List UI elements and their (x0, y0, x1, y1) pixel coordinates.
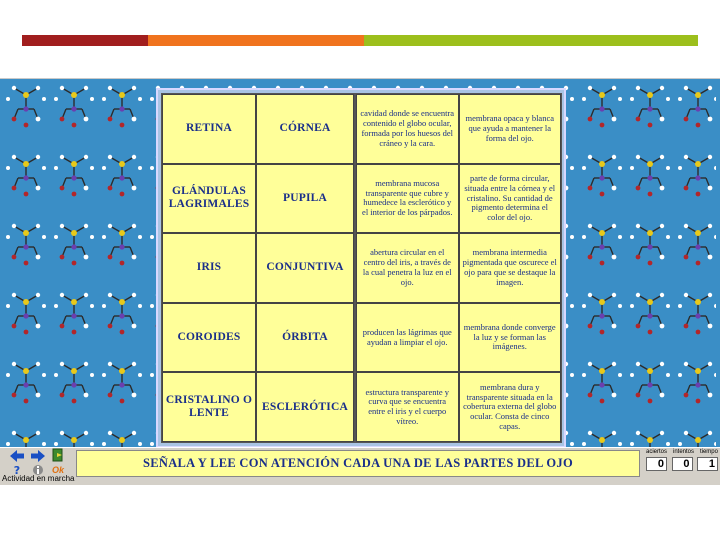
counter-value-intentos: 0 (672, 457, 693, 471)
help-icon[interactable]: ? (13, 463, 21, 477)
terms-grid (161, 93, 355, 443)
right-arrow-icon[interactable] (31, 449, 45, 463)
status-text: Actividad en marcha (2, 474, 75, 483)
score-counters (646, 449, 718, 471)
exit-door-icon[interactable] (51, 448, 65, 462)
term-cell[interactable]: GLÁNDULAS LAGRIMALES (162, 164, 256, 234)
color-bar-orange-segment (148, 35, 364, 46)
term-cell[interactable]: RETINA (162, 94, 256, 164)
bottom-toolbar (0, 447, 720, 485)
definition-cell[interactable]: estructura transparente y curva que se encuentra entre el iris y el cuerpo vítreo. (356, 372, 459, 442)
color-bar-red-segment (22, 35, 148, 46)
term-cell[interactable]: COROIDES (162, 303, 256, 373)
definition-cell[interactable]: cavidad donde se encuentra contenido el globo ocular, formada por los huesos del cráneo y la cara. (356, 94, 459, 164)
counter-value-tiempo: 1 (697, 457, 718, 471)
definition-cell[interactable]: membrana mucosa transparente que cubre y humedece la esclerótico y el interior de los párpados. (356, 164, 459, 234)
term-cell[interactable]: CÓRNEA (256, 94, 354, 164)
eye-parts-board (156, 88, 566, 448)
definition-cell[interactable]: membrana donde converge la luz y se forman las imágenes. (459, 303, 562, 373)
definition-cell[interactable]: abertura circular en el centro del iris, a través de la cual penetra la luz en el ojo. (356, 233, 459, 303)
instruction-text: SEÑALA Y LEE CON ATENCIÓN CADA UNA DE LAS PARTES DEL OJO (143, 456, 573, 470)
instruction-banner (76, 450, 640, 477)
term-cell[interactable]: CONJUNTIVA (256, 233, 354, 303)
definitions-grid (355, 93, 562, 443)
counter-label-intentos: intentos (672, 449, 694, 455)
term-cell[interactable]: IRIS (162, 233, 256, 303)
activity-window (0, 78, 720, 485)
color-bar-green-segment (364, 35, 698, 46)
ok-button[interactable]: Ok (51, 465, 64, 475)
term-cell[interactable]: ÓRBITA (256, 303, 354, 373)
definition-cell[interactable]: parte de forma circular, situada entre la córnea y el cristalino. Su cantidad de pigmento determina el color del ojo. (459, 164, 562, 234)
counter-label-tiempo: tiempo (699, 449, 718, 455)
term-cell[interactable]: CRISTALINO O LENTE (162, 372, 256, 442)
counter-label-aciertos: aciertos (646, 449, 668, 455)
counter-value-aciertos: 0 (646, 457, 667, 471)
term-cell[interactable]: ESCLERÓTICA (256, 372, 354, 442)
definition-cell[interactable]: membrana opaca y blanca que ayuda a mantener la forma del ojo. (459, 94, 562, 164)
term-cell[interactable]: PUPILA (256, 164, 354, 234)
definition-cell[interactable]: membrana intermedia pigmentada que oscurece el ojo para que se destaque la imagen. (459, 233, 562, 303)
title-color-bar (22, 35, 698, 46)
definition-cell[interactable]: producen las lágrimas que ayudan a limpiar el ojo. (356, 303, 459, 373)
left-arrow-icon[interactable] (10, 449, 24, 463)
definition-cell[interactable]: membrana dura y transparente situada en la cobertura externa del globo ocular. Consta de cinco capas. (459, 372, 562, 442)
